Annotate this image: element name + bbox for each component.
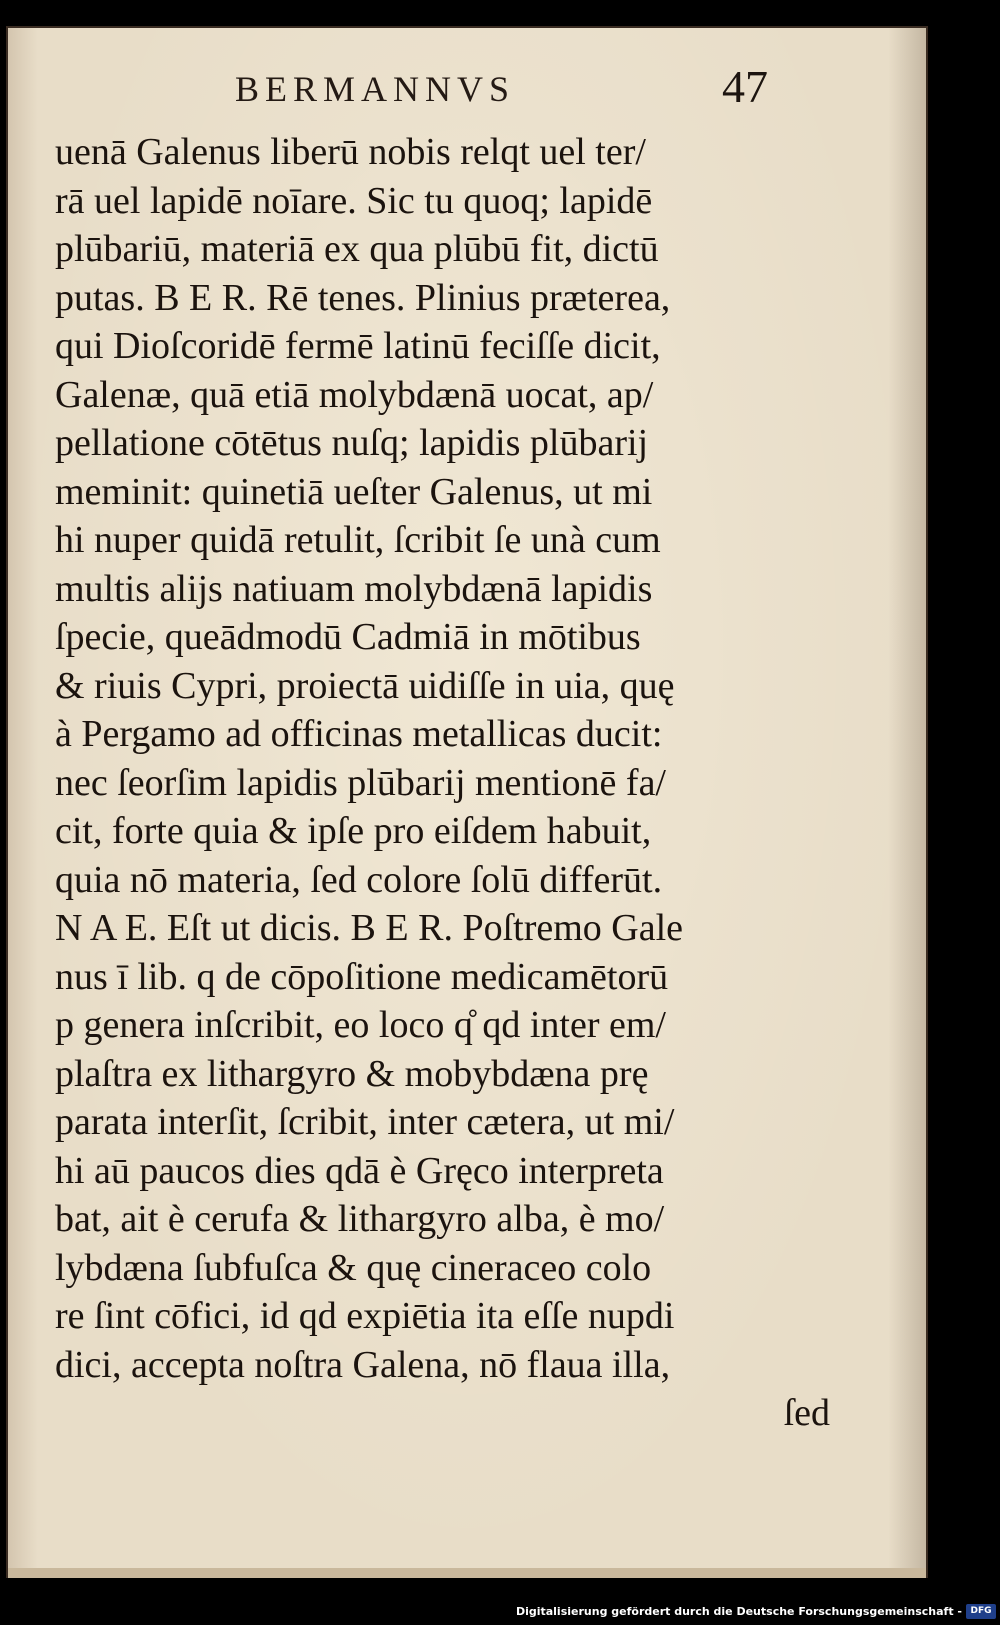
text-line: rā uel lapidē noīare. Sic tu quoq; lapidē: [55, 179, 653, 222]
text-line: hi aū paucos dies qdā è Gręco interpreta: [55, 1149, 664, 1192]
text-line: cit, forte quia & ipſe pro eiſdem habuit,: [55, 810, 652, 852]
text-line: meminit: quinetiā ueſter Galenus, ut mi: [55, 470, 653, 513]
digitization-footer: [0, 1601, 1000, 1625]
text-line: uenā Galenus liberū nobis relqt uel ter/: [55, 131, 646, 173]
text-line: Galenæ, quā etiā molybdænā uocat, ap/: [55, 373, 654, 416]
text-line: plaſtra ex lithargyro & mobybdæna prę: [55, 1052, 649, 1095]
text-line: parata interſit, ſcribit, inter cætera, ut mi/: [55, 1101, 675, 1143]
text-line: nus ī lib. q de cōpoſitione medicamētorū: [55, 955, 669, 998]
text-line: bat, ait è cerufa & lithargyro alba, è mo/: [55, 1198, 665, 1240]
text-line: à Pergamo ad officinas metallicas ducit:: [55, 713, 663, 755]
text-line: qui Dioſcoridē fermē latinū feciſſe dicit,: [55, 325, 661, 367]
text-line: ſpecie, queādmodū Cadmiā in mōtibus: [55, 616, 641, 658]
text-line: pellatione cōtētus nuſq; lapidis plūbarij: [55, 422, 649, 464]
funding-credit: Digitalisierung gefördert durch die Deutsche Forschungsgemeinschaft -: [515, 1605, 962, 1618]
text-line: & riuis Cypri, proiectā uidiſſe in uia, quę: [55, 664, 675, 707]
dfg-logo: DFG: [966, 1604, 996, 1619]
text-line: hi nuper quidā retulit, ſcribit ſe unà cum: [55, 519, 661, 561]
text-line: p genera inſcribit, eo loco q̊ qd inter em/: [55, 1004, 666, 1046]
text-line: multis alijs natiuam molybdænā lapidis: [55, 567, 653, 610]
text-line: dici, accepta noſtra Galena, nō flaua illa,: [55, 1343, 671, 1386]
text-line: nec ſeorſim lapidis plūbarij mentionē fa/: [55, 761, 666, 804]
text-line: quia nō materia, ſed colore ſolū differūt.: [55, 858, 663, 901]
text-line: N A E. Eſt ut dicis. B E R. Poſtremo Gale: [55, 907, 684, 949]
text-line: lybdæna ſubfuſca & quę cineraceo colo: [55, 1246, 652, 1289]
page-header: [0, 42, 1000, 112]
text-line: plūbariū, materiā ex qua plūbū fit, dictū: [55, 228, 659, 270]
page-bottom-edge: [8, 1568, 926, 1578]
running-head: BERMANNVS: [235, 69, 516, 109]
text-line: re ſint cōfici, id qd expiētia ita eſſe nupdi: [55, 1295, 675, 1337]
text-line: putas. B E R. Rē tenes. Plinius præterea,: [55, 276, 671, 319]
catchword: ſed: [783, 1392, 830, 1434]
body-text: [55, 128, 835, 1438]
page-number: 47: [722, 61, 768, 112]
